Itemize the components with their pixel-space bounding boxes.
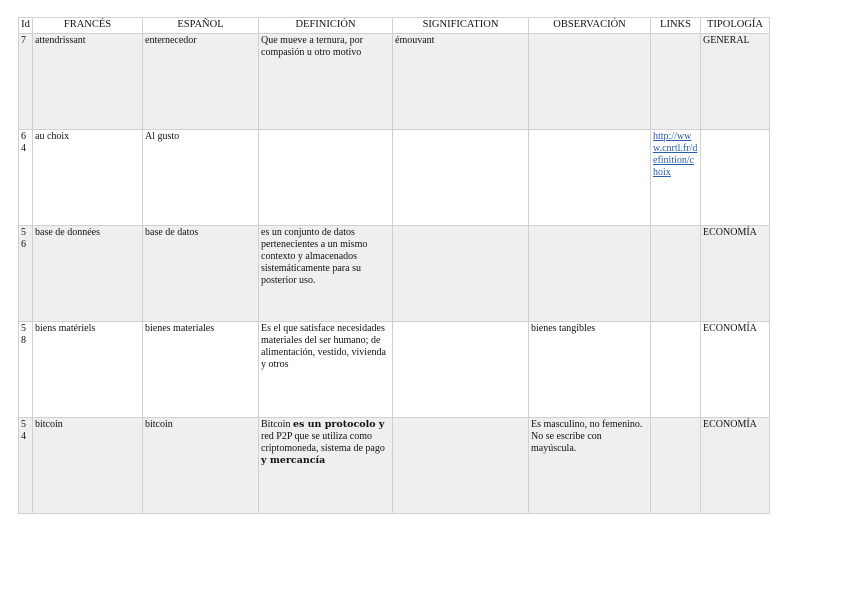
cell-frances: biens matériels [33,322,143,418]
cell-signification [393,130,529,226]
header-signification: SIGNIFICATION [393,18,529,34]
cell-links [651,226,701,322]
cell-frances: bitcoin [33,418,143,514]
cell-id: 58 [19,322,33,418]
cell-signification [393,418,529,514]
cell-id: 54 [19,418,33,514]
header-row [19,18,770,34]
cell-links [651,130,701,226]
cell-espanol: base de datos [143,226,259,322]
cell-tipologia: GENERAL [701,34,770,130]
cell-signification [393,226,529,322]
header-tipologia: TIPOLOGÍA [701,18,770,34]
cell-definicion: es un conjunto de datos pertenecientes a un mismo contexto y almacenados sistemáticamente para su posterior uso. [259,226,393,322]
cell-frances: attendrissant [33,34,143,130]
definicion-text: red P2P que se utiliza como criptomoneda, sistema de pago [261,431,385,454]
cell-observacion: bienes tangibles [529,322,651,418]
cell-signification [393,322,529,418]
cell-tipologia: ECONOMÍA [701,322,770,418]
cell-links [651,322,701,418]
cell-links [651,34,701,130]
cell-id: 7 [19,34,33,130]
cell-tipologia: ECONOMÍA [701,418,770,514]
glossary-table [18,17,770,514]
cell-tipologia: ECONOMÍA [701,226,770,322]
cell-observacion [529,130,651,226]
cell-espanol: enternecedor [143,34,259,130]
definicion-bold-text: y mercancía [261,455,326,466]
header-espanol: ESPAÑOL [143,18,259,34]
table-row [19,130,770,226]
cell-espanol: Al gusto [143,130,259,226]
cell-espanol: bienes materiales [143,322,259,418]
cell-espanol: bitcoin [143,418,259,514]
table-row [19,226,770,322]
table-row [19,418,770,514]
definicion-bold-text: es un protocolo y [292,419,385,430]
cell-frances: base de données [33,226,143,322]
cell-definicion: Es el que satisface necesidades materiales del ser humano; de alimentación, vestido, vivienda y otros [259,322,393,418]
cell-definicion: Que mueve a ternura, por compasión u otro motivo [259,34,393,130]
definicion-text: Bitcoin [261,419,293,430]
definition-link[interactable]: http://www.cnrtl.fr/definition/choix [653,131,698,178]
cell-id: 56 [19,226,33,322]
cell-definicion [259,418,393,514]
header-id: Id [19,18,33,34]
cell-tipologia [701,130,770,226]
table-row [19,322,770,418]
cell-id: 64 [19,130,33,226]
cell-definicion [259,130,393,226]
cell-signification: émouvant [393,34,529,130]
cell-frances: au choix [33,130,143,226]
cell-observacion: Es masculino, no femenino. No se escribe con mayúscula. [529,418,651,514]
header-links: LINKS [651,18,701,34]
header-observacion: OBSERVACIÓN [529,18,651,34]
header-frances: FRANCÉS [33,18,143,34]
table-row [19,34,770,130]
header-definicion: DEFINICIÓN [259,18,393,34]
cell-observacion [529,226,651,322]
cell-observacion [529,34,651,130]
cell-links [651,418,701,514]
